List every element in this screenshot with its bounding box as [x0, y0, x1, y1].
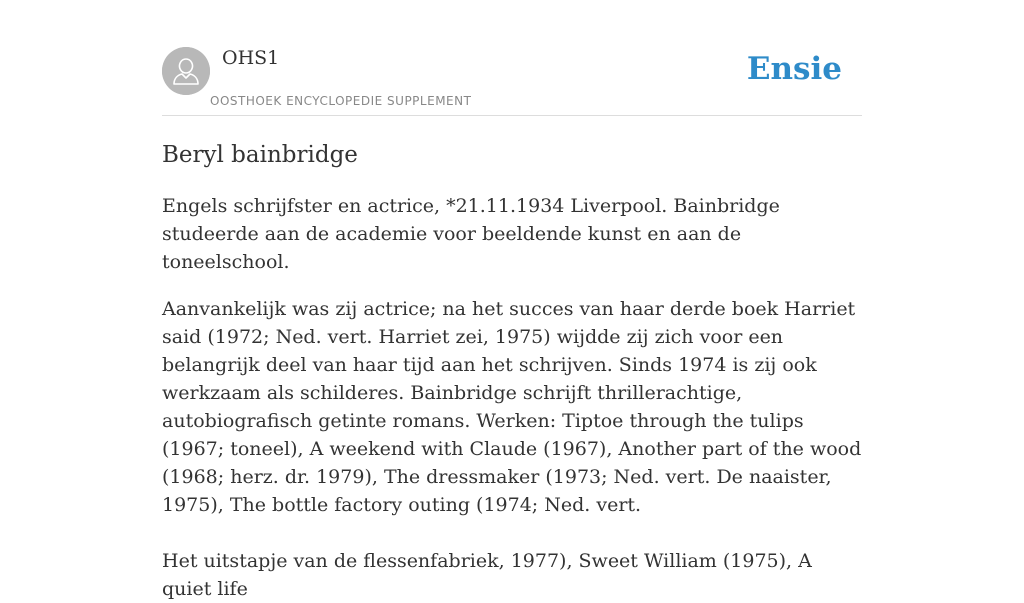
source-label[interactable]: OOSTHOEK ENCYCLOPEDIE SUPPLEMENT — [210, 94, 472, 108]
article-paragraph: Aanvankelijk was zij actrice; na het succes van haar derde boek Harriet said (1972; Ned. vert. Harriet zei, 1975) wijdde zij zich voor een belangrijk deel van haar tijd aan het schrijven. Sinds 1974 is zij ook werkzaam als schilderes. Bainbridge schrijft thrillerachtige, autobiografisch getinte romans. Werken: Tiptoe through the tulips (1967; toneel), A weekend with Claude (1967), Another part of the wood (1968; herz. dr. 1979), The dressmaker (1973; Ned. vert. De naaister, 1975), The bottle factory outing (1974; Ned. vert. — [162, 298, 862, 516]
article-header — [162, 0, 862, 116]
article-title: Beryl bainbridge — [162, 142, 358, 168]
article-paragraph: Het uitstapje van de flessenfabriek, 1977), Sweet William (1975), A quiet life — [162, 550, 812, 600]
brand-logo[interactable]: Ensie — [746, 51, 842, 87]
author-name[interactable]: OHS1 — [222, 47, 280, 69]
article-page — [162, 0, 862, 600]
user-placeholder-icon[interactable] — [162, 47, 210, 95]
article-paragraph: Engels schrijfster en actrice, *21.11.1934 Liverpool. Bainbridge studeerde aan de academie voor beeldende kunst en aan de toneelschool. — [162, 195, 780, 273]
article-body — [162, 192, 862, 603]
